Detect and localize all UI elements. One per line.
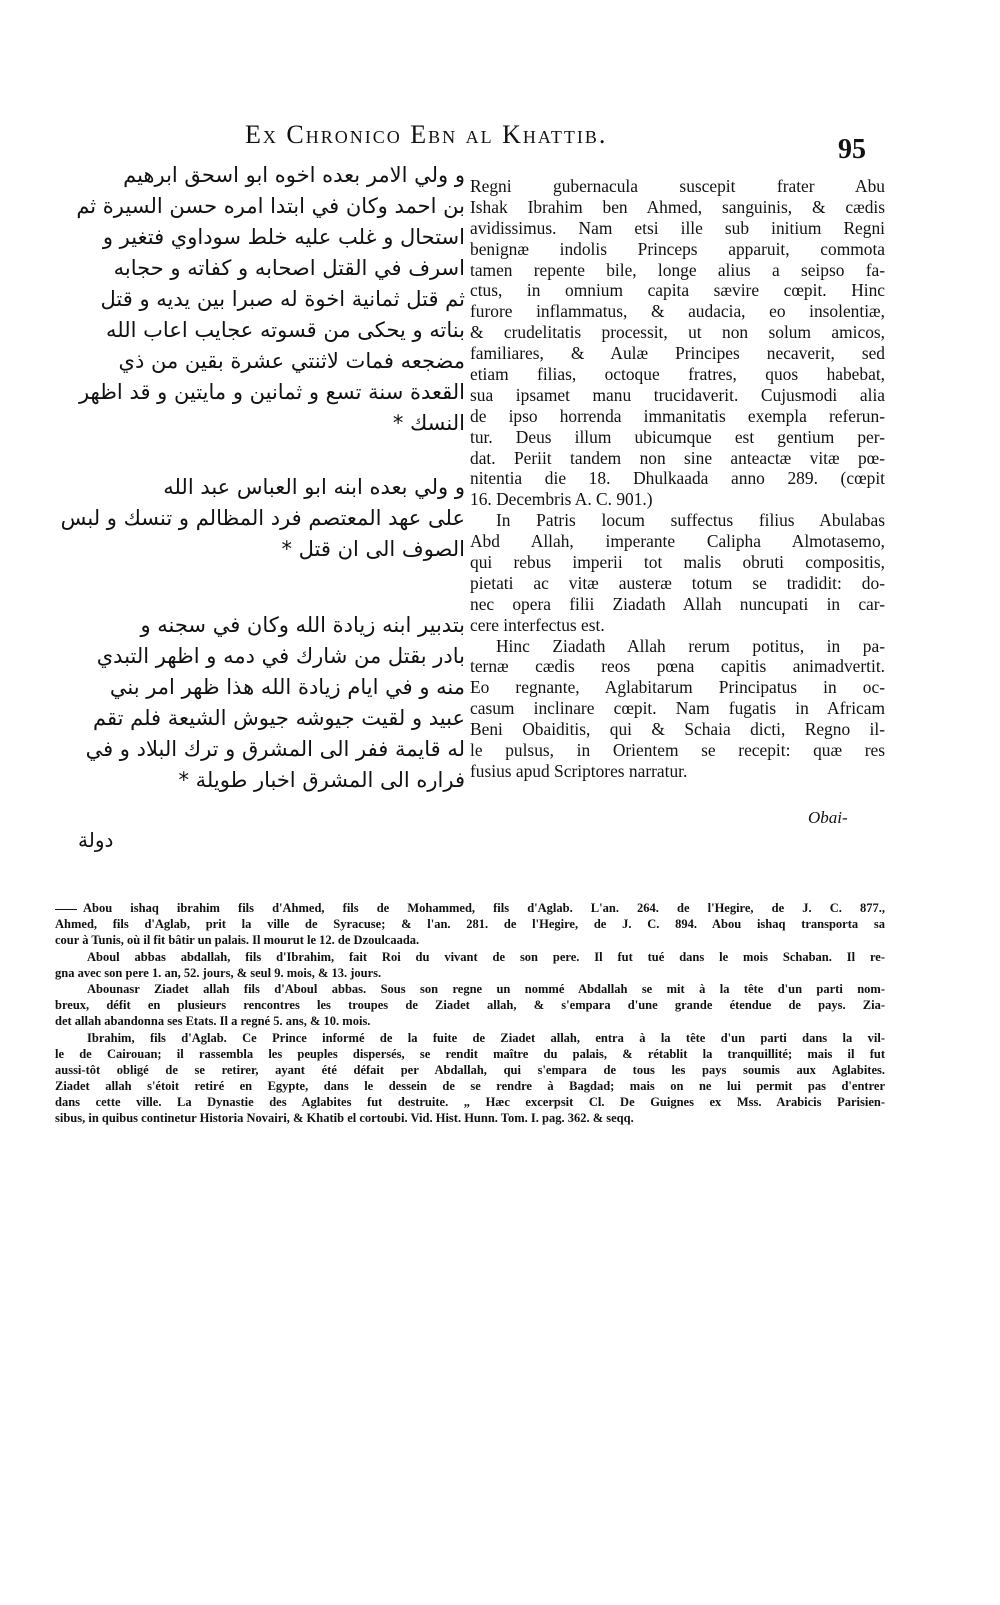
arabic-line: بن احمد وكان في ابتدا امره حسن السيرة ثم xyxy=(76,194,465,218)
latin-line: In Patris locum suffectus filius Abulabas xyxy=(496,510,885,531)
footnote-line: Abounasr Ziadet allah fils d'Aboul abbas. Sous son regne un nommé Abdallah se mit à la tête d'un parti nom- xyxy=(87,981,885,996)
arabic-line: اسرف في القتل اصحابه و كفاته و حجابه xyxy=(113,256,465,280)
latin-line: nitentia die 18. Dhulkaada anno 289. (cœpit xyxy=(470,468,885,489)
latin-line: casum inclinare cœpit. Nam fugatis in Africam xyxy=(470,698,885,719)
latin-line: tur. Deus illum ubicumque est gentium per- xyxy=(470,426,885,447)
latin-line: avidissimus. Nam etsi ille sub initium Regni xyxy=(470,217,885,238)
latin-line: ternæ cædis reos pœna capitis animadvertit. xyxy=(470,656,885,677)
arabic-line: الصوف الى ان قتل * xyxy=(281,537,465,561)
arabic-line: و ولي الامر بعده اخوه ابو اسحق ابرهيم xyxy=(123,163,465,187)
latin-line: furore inflammatus, & audacia, eo insolentiæ, xyxy=(470,301,885,322)
latin-column xyxy=(470,176,885,782)
latin-line: Eo regnante, Aglabitarum Principatus in oc- xyxy=(470,677,885,698)
latin-line: Abd Allah, imperante Calipha Almotasemo, xyxy=(470,531,885,552)
arabic-line: القعدة سنة تسع و ثمانين و مايتين و قد اظهر xyxy=(78,380,465,404)
arabic-line: منه و في ايام زيادة الله هذا ظهر امر بني xyxy=(109,675,465,699)
footnote-line: Abou ishaq ibrahim fils d'Ahmed, fils de Mohammed, fils d'Aglab. L'an. 264. de l'Hegire, de J. C. 877., xyxy=(55,900,885,916)
arabic-line: بادر بقتل من شارك في دمه و اظهر التبدي xyxy=(96,644,465,668)
latin-line: ctus, in omnium capita sævire cœpit. Hinc xyxy=(470,280,885,301)
latin-line: pietati ac vitæ austeræ totum se tradidit: do- xyxy=(470,572,885,593)
page-number: 95 xyxy=(838,134,866,165)
footnote-line: Aboul abbas abdallah, fils d'Ibrahim, fait Roi du vivant de son pere. Il fut tué dans le mois Schaban. Il re- xyxy=(87,949,885,964)
latin-line: Beni Obaiditis, qui & Schaia dicti, Regno il- xyxy=(470,719,885,740)
latin-catchword: Obai- xyxy=(808,808,848,827)
arabic-line: و ولي بعده ابنه ابو العباس عبد الله xyxy=(163,475,465,499)
footnote-line: Ahmed, fils d'Aglab, prit la ville de Syracuse; & l'an. 281. de l'Hegire, de J. C. 894. Abou ishaq transporta sa xyxy=(55,917,885,932)
arabic-catchword: دولة xyxy=(78,828,114,852)
latin-line: qui rebus imperii tot malis obruti compositis, xyxy=(470,552,885,573)
latin-line: benignæ indolis Princeps apparuit, commota xyxy=(470,238,885,259)
latin-line: & crudelitatis processit, ut non solum amicos, xyxy=(470,322,885,343)
latin-line: etiam filias, octoque fratres, quos habebat, xyxy=(470,364,885,385)
arabic-line: بتدبير ابنه زيادة الله وكان في سجنه و xyxy=(140,613,465,637)
arabic-column xyxy=(45,160,465,796)
latin-line: sua ipsamet manu trucidaverit. Cujusmodi alia xyxy=(470,384,885,405)
latin-line: dat. Periit tandem non sine anteactæ vitæ pœ- xyxy=(470,447,885,468)
footnote-line: cour à Tunis, où il fit bâtir un palais. Il mourut le 12. de Dzoulcaada. xyxy=(55,933,420,948)
footnote-line: dans cette ville. La Dynastie des Aglabites fut destruite. „ Hæc excerpsit Cl. De Guignes ex Mss. Arabicis Parisien- xyxy=(55,1095,885,1110)
latin-line: Regni gubernacula suscepit frater Abu xyxy=(470,176,885,196)
arabic-line: عبيد و لقيت جيوشه جيوش الشيعة فلم تقم xyxy=(92,706,465,730)
arabic-line: النسك * xyxy=(392,411,465,435)
arabic-paragraph-2 xyxy=(45,472,465,565)
latin-line: fusius apud Scriptores narratur. xyxy=(470,760,688,781)
arabic-line: ثم قتل ثمانية اخوة له صبرا بين يديه و قتل xyxy=(100,287,465,311)
arabic-paragraph-3 xyxy=(45,610,465,796)
latin-line: 16. Decembris A. C. 901.) xyxy=(470,489,653,510)
arabic-line: بناته و يحكى من قسوته عجايب اعاب الله xyxy=(106,318,465,342)
arabic-line: له قايمة ففر الى المشرق و ترك البلاد و في xyxy=(85,737,465,761)
latin-line: de ipso horrenda immanitatis exempla referun- xyxy=(470,405,885,426)
footnote-line: aussi-tôt obligé de se retirer, ayant été défait per Abdallah, qui s'empara de tous les pays soumis aux Aglabites. xyxy=(55,1062,885,1077)
arabic-paragraph-1 xyxy=(45,160,465,439)
latin-line: Hinc Ziadath Allah rerum potitus, in pa- xyxy=(496,635,885,656)
arabic-line: مضجعه فمات لاثنتي عشرة بقين من ذي xyxy=(118,349,465,373)
footnote-dash xyxy=(55,909,77,910)
arabic-line: استحال و غلب عليه خلط سوداوي فتغير و xyxy=(102,225,465,249)
latin-line: tamen repente bile, longe alius a seipso fa- xyxy=(470,259,885,280)
footnote-line: Ibrahim, fils d'Aglab. Ce Prince informé de la fuite de Ziadet allah, entra à la tête d'un parti dans la vil- xyxy=(87,1030,885,1045)
latin-line: nec opera filii Ziadath Allah nuncupati in car- xyxy=(470,593,885,614)
footnote-line: sibus, in quibus continetur Historia Novairi, & Khatib el cortoubi. Vid. Hist. Hunn. Tom. I. pag. 362. & seqq. xyxy=(55,1111,634,1126)
footnote-line: Ziadet allah s'étoit retiré en Egypte, dans le dessein de se rendre à Bagdad; mais on ne lui permit pas d'entrer xyxy=(55,1079,885,1094)
footnote-line: gna avec son pere 1. an, 52. jours, & seul 9. mois, & 13. jours. xyxy=(55,965,382,980)
arabic-line: فراره الى المشرق اخبار طويلة * xyxy=(178,768,465,792)
arabic-line: على عهد المعتصم فرد المظالم و تنسك و لبس xyxy=(60,506,465,530)
latin-line: cere interfectus est. xyxy=(470,614,605,635)
footnote-line: det allah abandonna ses Etats. Il a regné 5. ans, & 10. mois. xyxy=(55,1014,371,1029)
footnotes xyxy=(55,900,885,1127)
running-title: Ex Chronico Ebn al Khattib. xyxy=(245,120,608,149)
footnote-line: breux, défit en plusieurs rencontres les troupes de Ziadet allah, & s'empara d'une grande étendue de pays. Zia- xyxy=(55,998,885,1013)
footnote-line: le de Cairouan; il rassembla les peuples dispersés, se rendit maître du palais, & rétablit la tranquillité; mais il fut xyxy=(55,1046,885,1061)
latin-line: le pulsus, in Orientem se recepit: quæ res xyxy=(470,740,885,761)
latin-line: Ishak Ibrahim ben Ahmed, sanguinis, & cædis xyxy=(470,196,885,217)
latin-line: familiares, & Aulæ Principes necaverit, sed xyxy=(470,343,885,364)
